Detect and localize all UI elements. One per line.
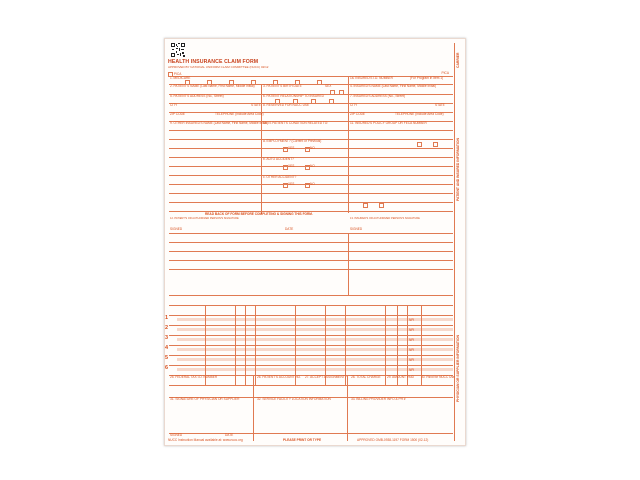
sex-m-checkbox[interactable]: [330, 90, 335, 95]
rule: [169, 157, 453, 158]
rel-spouse-checkbox[interactable]: [293, 99, 298, 104]
accept-assignment-label: 27. ACCEPT ASSIGNMENT?: [305, 375, 347, 379]
side-physician-label: PHYSICIAN OR SUPPLIER INFORMATION: [456, 335, 460, 403]
rule: [348, 233, 349, 295]
row-number: 5: [165, 355, 169, 361]
rule: [255, 305, 256, 385]
checkbox[interactable]: [185, 80, 190, 85]
npi-label: NPI: [409, 338, 415, 342]
row-number: 3: [165, 335, 169, 341]
rule: [347, 375, 348, 441]
other-plan-no-checkbox[interactable]: [379, 203, 384, 208]
rule: [169, 365, 453, 366]
rule: [169, 260, 453, 261]
condition-label: 10. IS PATIENT'S CONDITION RELATED TO:: [263, 121, 329, 125]
telephone-label-2: TELEPHONE (Include Area Code): [395, 112, 444, 116]
rel-other-checkbox[interactable]: [329, 99, 334, 104]
rule: [169, 355, 453, 356]
auth-text: 12. PATIENT'S OR AUTHORIZED PERSON'S SIGNATURE: [170, 217, 239, 220]
city-label-2: CITY: [350, 103, 358, 107]
rule: [169, 269, 453, 270]
npi-label: NPI: [409, 318, 415, 322]
insured-sex-m-checkbox[interactable]: [417, 142, 422, 147]
rule: [169, 315, 453, 316]
yes-label: YES: [288, 182, 295, 186]
rule: [295, 305, 296, 385]
rule: [169, 233, 453, 234]
checkbox[interactable]: [273, 80, 278, 85]
rule: [169, 335, 453, 336]
rule: [348, 76, 349, 213]
rule: [169, 345, 453, 346]
row-number: 2: [165, 325, 169, 331]
billing-label: 33. BILLING PROVIDER INFO & PH #: [351, 397, 406, 401]
rule: [235, 305, 236, 385]
rule: [169, 175, 453, 176]
claim-form-page: [164, 38, 466, 446]
checkbox[interactable]: [317, 80, 322, 85]
rule: [169, 305, 453, 306]
rule: [169, 295, 453, 296]
sex-label: SEX: [325, 84, 332, 88]
signed-label: SIGNED: [170, 227, 183, 231]
insured-address-label: 7. INSURED'S ADDRESS (No., Street): [350, 94, 405, 98]
date-label-3: DATE: [225, 433, 234, 437]
auth-text-2: 13. INSURED'S OR AUTHORIZED PERSON'S SIGNATURE: [350, 217, 420, 220]
pica-left: PICA: [168, 72, 181, 77]
policy-group-label: 11. INSURED'S POLICY GROUP OR FECA NUMBER: [350, 121, 427, 125]
row-number: 1: [165, 315, 169, 321]
federal-tax-label: 25. FEDERAL TAX I.D. NUMBER: [170, 375, 218, 379]
no-label: NO: [310, 182, 315, 186]
rel-self-checkbox[interactable]: [275, 99, 280, 104]
rule: [169, 251, 453, 252]
zip-label: ZIP CODE: [170, 112, 185, 116]
checkbox[interactable]: [229, 80, 234, 85]
no-label: NO: [310, 146, 315, 150]
rule: [385, 305, 386, 385]
program-label: (For Program in Item 1): [410, 76, 444, 80]
telephone-label: TELEPHONE (Include Area Code): [215, 112, 264, 116]
reserved-label: 8. RESERVED FOR NUCC USE: [263, 103, 310, 107]
sex-f-checkbox[interactable]: [339, 90, 344, 95]
rule: [169, 385, 453, 386]
yes-label: YES: [288, 164, 295, 168]
row-number: 4: [165, 345, 169, 351]
rule: [345, 305, 346, 385]
npi-label: NPI: [409, 358, 415, 362]
no-label: NO: [310, 164, 315, 168]
footer-center: PLEASE PRINT OR TYPE: [283, 438, 322, 442]
account-label: 26. PATIENT'S ACCOUNT NO.: [257, 375, 301, 379]
rule: [325, 305, 326, 385]
side-patient-label: PATIENT AND INSURED INFORMATION: [456, 138, 460, 202]
npi-label: NPI: [409, 328, 415, 332]
side-carrier-label: CARRIER: [456, 52, 460, 68]
rule: [245, 305, 246, 385]
insured-sex-f-checkbox[interactable]: [433, 142, 438, 147]
npi-label: NPI: [409, 348, 415, 352]
npi-label: NPI: [409, 368, 415, 372]
amount-paid-label: 29. AMOUNT PAID: [387, 375, 414, 379]
patient-address-label: 5. PATIENT'S ADDRESS (No., Street): [170, 94, 224, 98]
row-number: 6: [165, 365, 169, 371]
rule: [397, 305, 398, 385]
rsvd-label: 30. Rsvd for NUCC Use: [421, 375, 455, 379]
facility-label: 32. SERVICE FACILITY LOCATION INFORMATION: [257, 397, 331, 401]
insured-name-label: 4. INSURED'S NAME (Last Name, First Name, Middle Initial): [350, 84, 436, 88]
form-title: HEALTH INSURANCE CLAIM FORM: [168, 59, 259, 65]
approval-text: APPROVED BY NATIONAL UNIFORM CLAIM COMMITTEE (NUCC) 02/12: [168, 65, 269, 69]
qr-code-icon: [171, 43, 185, 57]
rule: [421, 305, 422, 385]
rule: [169, 130, 453, 131]
state-label-2: STATE: [435, 103, 445, 107]
other-plan-yes-checkbox[interactable]: [363, 203, 368, 208]
rel-child-checkbox[interactable]: [311, 99, 316, 104]
employment-label: a. EMPLOYMENT? (Current or Previous): [263, 139, 322, 143]
pica-right: PICA: [441, 71, 449, 75]
signed-label-3: SIGNED: [170, 433, 183, 437]
footer-right: APPROVED OMB-0938-1197 FORM 1500 (02-12): [357, 438, 429, 442]
date-label: DATE: [285, 227, 294, 231]
rule: [205, 305, 206, 385]
yes-label: YES: [288, 146, 295, 150]
rule: [169, 242, 453, 243]
checkbox[interactable]: [251, 80, 256, 85]
city-label: CITY: [170, 103, 178, 107]
rule: [253, 375, 254, 441]
read-back-instructions: READ BACK OF FORM BEFORE COMPLETING & SIGNING THIS FORM.: [205, 212, 313, 216]
rule: [169, 433, 453, 434]
other-accident-label: c. OTHER ACCIDENT?: [263, 175, 297, 179]
insured-id-label: 1a. INSURED'S I.D. NUMBER: [350, 76, 393, 80]
physician-signature-label: 31. SIGNATURE OF PHYSICIAN OR SUPPLIER: [170, 397, 240, 401]
side-rule: [454, 43, 455, 441]
state-label: STATE: [251, 103, 261, 107]
rule: [169, 202, 453, 203]
auto-accident-label: b. AUTO ACCIDENT?: [263, 157, 294, 161]
rule: [261, 84, 262, 214]
patient-name-label: 2. PATIENT'S NAME (Last Name, First Name, Middle Initial): [170, 84, 255, 88]
rule: [169, 193, 453, 194]
medicare-label: 1. MEDICARE: [170, 76, 191, 80]
rule: [407, 305, 408, 385]
zip-label-2: ZIP CODE: [350, 112, 365, 116]
signed-label-2: SIGNED: [350, 227, 363, 231]
checkbox[interactable]: [207, 80, 212, 85]
footer-left: NUCC Instruction Manual available at: www.nucc.org: [168, 438, 243, 442]
relationship-label: 6. PATIENT RELATIONSHIP TO INSURED: [263, 94, 324, 98]
checkbox[interactable]: [295, 80, 300, 85]
total-charge-label: 28. TOTAL CHARGE: [351, 375, 381, 379]
birth-date-label: 3. PATIENT'S BIRTH DATE: [263, 84, 302, 88]
other-insured-label: 9. OTHER INSURED'S NAME (Last Name, First Name, Middle Initial): [170, 121, 269, 125]
rule: [169, 325, 453, 326]
